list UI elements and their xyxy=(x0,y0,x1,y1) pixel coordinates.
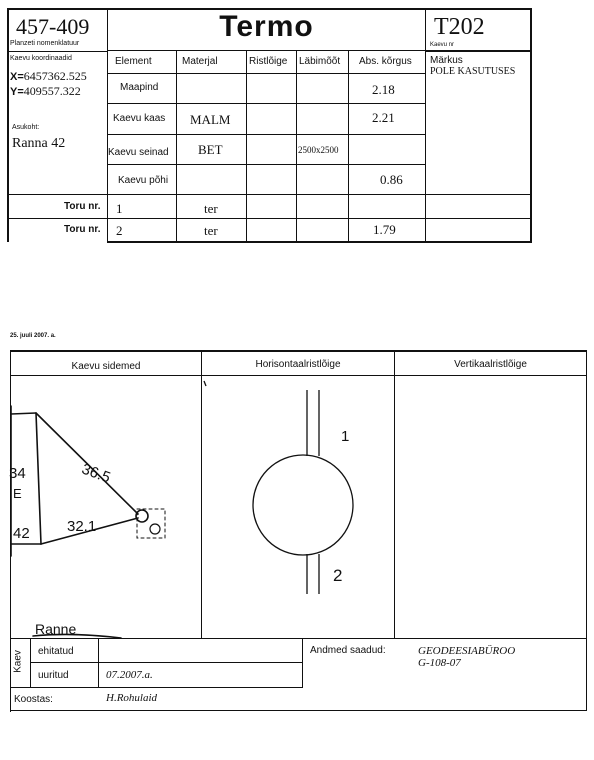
pipe-2-material: ter xyxy=(204,223,218,238)
col-header-cross: Ristlõige xyxy=(249,56,288,67)
row-height-bottom: 0.86 xyxy=(380,172,403,187)
sketch-street-label: Ranne xyxy=(35,621,77,637)
sketch-dist-left-top: 34 xyxy=(9,465,26,482)
org-code: G-108-07 xyxy=(418,657,461,669)
map-code-label: Planzeti nomenklatuur xyxy=(10,40,80,47)
card-title: Termo xyxy=(219,10,314,43)
sketch-line-left-vert xyxy=(36,413,41,544)
row-element-lid: Kaevu kaas xyxy=(113,113,166,124)
coord-y-value: 409557.322 xyxy=(23,84,81,98)
well-circle xyxy=(253,455,353,555)
sketch-dist-diag: 36.5 xyxy=(79,460,113,487)
sketch-line-top xyxy=(11,413,36,414)
well-symbol-circle xyxy=(136,510,148,522)
document-date: 25. juuli 2007. a. xyxy=(10,333,56,339)
kaev-label: Kaev xyxy=(12,650,24,673)
well-number: T202 xyxy=(434,14,485,40)
location-label: Asukoht: xyxy=(12,124,40,131)
col-header-diameter: Läbimõõt xyxy=(299,56,341,67)
well-symbol-box xyxy=(137,509,165,538)
row-height-lid: 2.21 xyxy=(372,110,395,125)
row-element-bottom: Kaevu põhi xyxy=(118,175,169,186)
coord-y-prefix: Y= xyxy=(10,86,24,98)
location-sketch xyxy=(11,376,201,638)
sketch-dist-left-mid: E xyxy=(13,486,22,501)
location-value: Ranna 42 xyxy=(12,136,66,151)
row-element-walls: Kaevu seinad xyxy=(108,147,169,158)
data-source-label: Andmed saadud: xyxy=(310,645,386,656)
row-element-ground: Maapind xyxy=(120,82,159,93)
section-horizontal-title: Horisontaalristlõige xyxy=(255,359,341,370)
row-material-walls: BET xyxy=(198,142,223,157)
well-number-label: Kaevu nr xyxy=(430,42,455,48)
section-vertical-title: Vertikaalristlõige xyxy=(454,359,527,370)
sketch-dist-bottom: 32.1 xyxy=(67,518,97,535)
col-header-element: Element xyxy=(115,56,152,67)
author-value: H.Rohulaid xyxy=(106,692,158,704)
surveyed-label: uuritud xyxy=(38,670,69,681)
pipe-2-height: 1.79 xyxy=(373,222,396,237)
author-label: Koostas: xyxy=(14,694,53,705)
pipe-2-label: Toru nr. xyxy=(64,224,101,235)
note-value: POLE KASUTUSES xyxy=(430,66,516,77)
section-links-title: Kaevu sidemed xyxy=(71,361,141,372)
row-height-ground: 2.18 xyxy=(372,82,395,97)
coord-x-value: 6457362.525 xyxy=(23,69,87,83)
surveyed-value: 07.2007.a. xyxy=(106,669,153,681)
col-header-height: Abs. kõrgus xyxy=(359,56,412,67)
coord-y xyxy=(10,84,81,99)
col-header-material: Materjal xyxy=(182,56,218,67)
pipe-symbol-circle xyxy=(150,524,160,534)
col-header-note: Märkus xyxy=(430,55,463,66)
org-name: GEODEESIABÜROO xyxy=(418,645,516,657)
row-material-lid: MALM xyxy=(190,112,231,127)
map-code: 457-409 xyxy=(16,14,90,39)
pipe-1-no: 1 xyxy=(116,201,123,216)
coords-label: Kaevu koordinaadid xyxy=(10,55,72,62)
sketch-dist-left-bottom: 42 xyxy=(13,525,30,542)
pipe-1-label: Toru nr. xyxy=(64,201,101,212)
pipe-2-no: 2 xyxy=(116,223,123,238)
built-label: ehitatud xyxy=(38,646,74,657)
horizontal-cross-section xyxy=(202,376,394,638)
section-tick xyxy=(204,381,206,386)
pipe-2-number: 2 xyxy=(333,566,343,585)
pipe-1-number: 1 xyxy=(341,428,350,445)
vertical-cross-section-area xyxy=(395,376,586,638)
coord-x xyxy=(10,69,87,84)
coord-x-prefix: X= xyxy=(10,71,24,83)
row-diameter-walls: 2500x2500 xyxy=(298,145,339,155)
pipe-1-material: ter xyxy=(204,201,218,216)
